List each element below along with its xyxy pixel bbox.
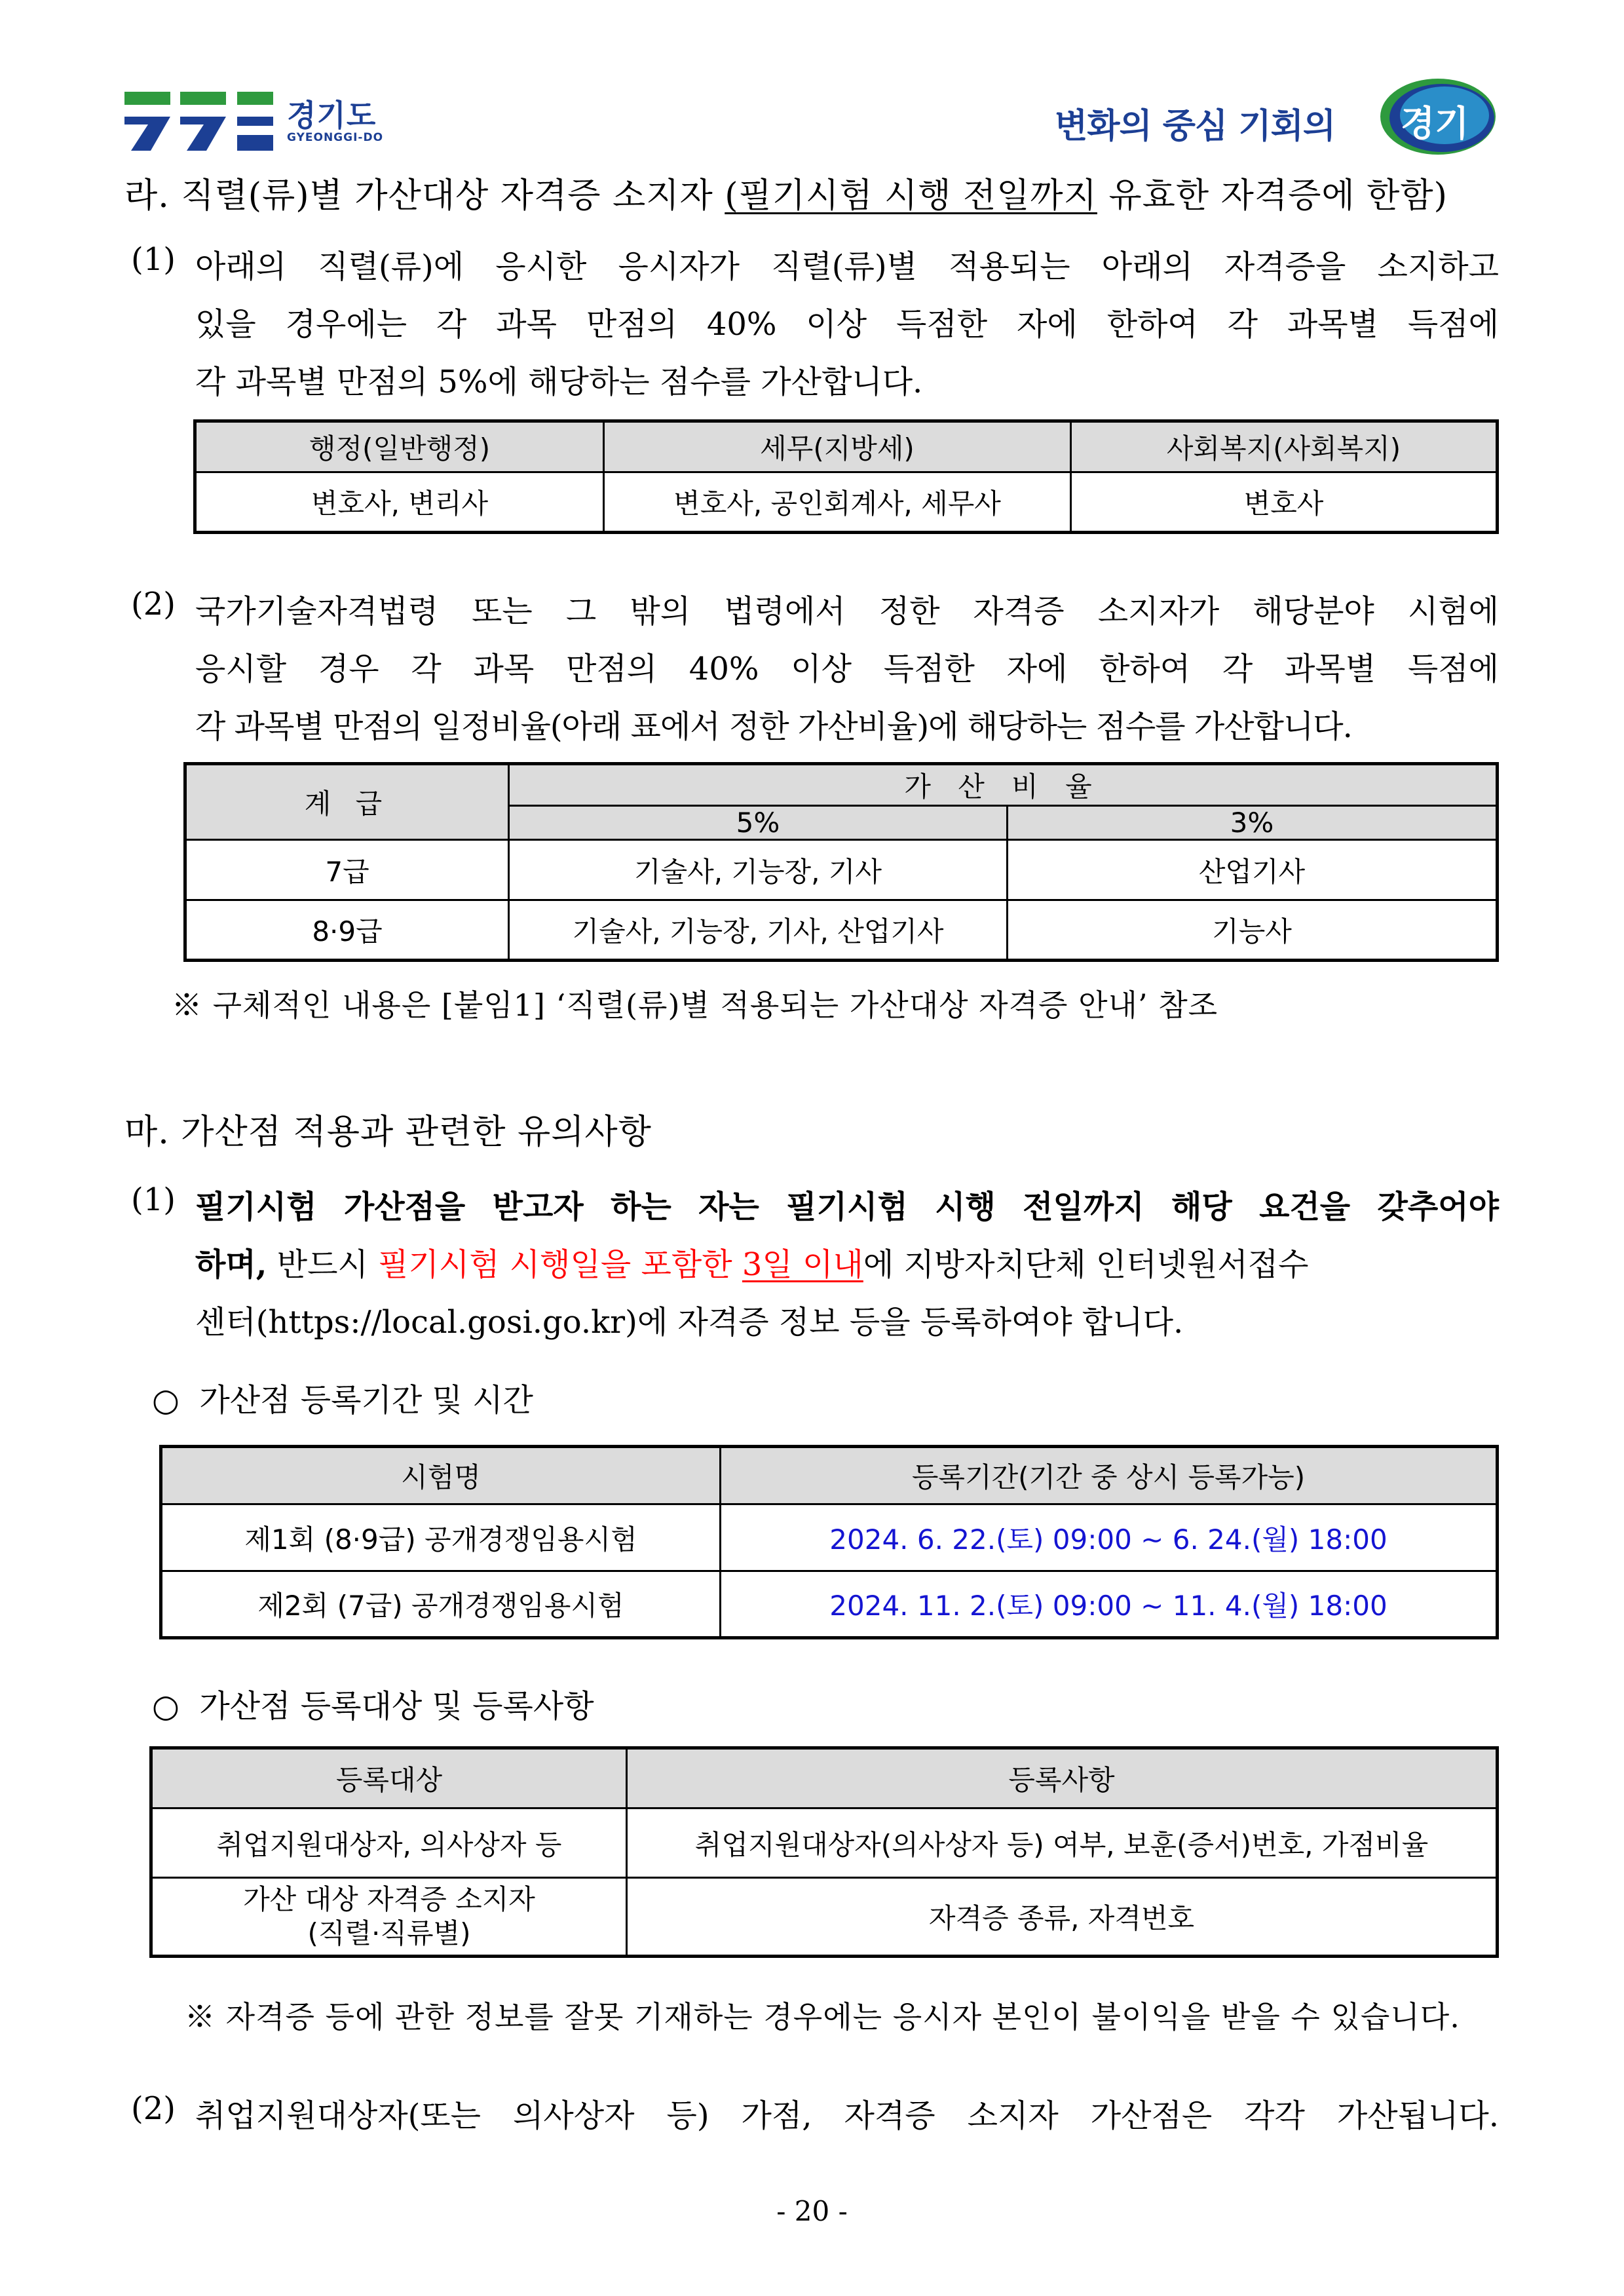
- table-row: [161, 1504, 1498, 1571]
- table-cell: 변호사: [1071, 472, 1498, 533]
- paragraph-line: 국가기술자격법령 또는 그 밖의 법령에서 정한 자격증 소지자가 해당분야 시험에: [195, 593, 1499, 630]
- table-header: 3%: [1008, 806, 1498, 840]
- table-cell: 2024. 11. 2.(토) 09:00 ∼ 11. 4.(월) 18:00: [721, 1571, 1498, 1638]
- table-header: 사회복지(사회복지): [1071, 421, 1498, 472]
- logo-korean-text: 경기도: [287, 98, 377, 133]
- table-cell: 변호사, 변리사: [195, 472, 604, 533]
- table-cell: 변호사, 공인회계사, 세무사: [604, 472, 1071, 533]
- bonus-ratio-table: [183, 762, 1499, 962]
- table-header: 행정(일반행정): [195, 421, 604, 472]
- registration-period-table: [159, 1445, 1499, 1639]
- item-number: (1): [131, 1181, 176, 1218]
- table-header: 5%: [509, 806, 1008, 840]
- circle-bullet-icon: ○: [152, 1382, 179, 1419]
- table-cell: 가산 대상 자격증 소지자 (직렬·직류별): [151, 1878, 627, 1957]
- page-number: - 20 -: [776, 2195, 848, 2227]
- gyeonggi-logo: [124, 92, 387, 151]
- section-ra-title: 라. 직렬(류)별 가산대상 자격증 소지자 (필기시험 시행 전일까지 유효한 자격증에 한함): [124, 176, 1448, 216]
- slogan-logo: [1055, 77, 1507, 156]
- subsection-title: ○ 가산점 등록기간 및 시간: [152, 1382, 533, 1419]
- table-cell: 산업기사: [1008, 840, 1498, 900]
- table-cell: 제1회 (8·9급) 공개경쟁임용시험: [161, 1504, 721, 1571]
- paragraph-line: 필기시험 가산점을 받고자 하는 자는 필기시험 시행 전일까지 해당 요건을 갖추어야: [195, 1189, 1499, 1225]
- table-cell: 자격증 종류, 자격번호: [627, 1878, 1498, 1957]
- paragraph-line: 각 과목별 만점의 5%에 해당하는 점수를 가산합니다.: [195, 364, 923, 400]
- table-cell: 취업지원대상자(의사상자 등) 여부, 보훈(증서)번호, 가점비율: [627, 1808, 1498, 1878]
- item-number: (2): [131, 586, 176, 622]
- table-row: [161, 1571, 1498, 1638]
- table-header: 시험명: [161, 1447, 721, 1504]
- table-row: [185, 900, 1498, 961]
- table-header: 등록대상: [151, 1748, 627, 1808]
- slogan-badge-text: 경기: [1401, 103, 1469, 144]
- registration-items-table: [149, 1746, 1499, 1958]
- paragraph-line: 취업지원대상자(또는 의사상자 등) 가점, 자격증 소지자 가산점은 각각 가산됩니다.: [195, 2097, 1499, 2134]
- table-cell: 제2회 (7급) 공개경쟁임용시험: [161, 1571, 721, 1638]
- table-header: 계 급: [185, 764, 509, 840]
- paragraph-line: 있을 경우에는 각 과목 만점의 40% 이상 득점한 자에 한하여 각 과목별 득점에: [195, 306, 1499, 343]
- table-header: 가 산 비 율: [509, 764, 1498, 806]
- table-header: 등록사항: [627, 1748, 1498, 1808]
- item-number: (1): [131, 241, 176, 278]
- paragraph-line: 하며, 반드시 필기시험 시행일을 포함한 3일 이내에 지방자치단체 인터넷원서접수: [195, 1246, 1309, 1283]
- logo-english-text: GYEONGGI-DO: [287, 131, 384, 144]
- table-row: [151, 1878, 1498, 1957]
- table-header: 세무(지방세): [604, 421, 1071, 472]
- item-number: (2): [131, 2090, 176, 2127]
- table-cell: 기능사: [1008, 900, 1498, 961]
- table-cell: 기술사, 기능장, 기사: [509, 840, 1008, 900]
- paragraph-line: 응시할 경우 각 과목 만점의 40% 이상 득점한 자에 한하여 각 과목별 득점에: [195, 651, 1499, 687]
- table-row: [185, 840, 1498, 900]
- table-cell: 8·9급: [185, 900, 509, 961]
- slogan-text: 변화의 중심 기회의: [1055, 107, 1336, 146]
- section-ma-title: 마. 가산점 적용과 관련한 유의사항: [124, 1113, 652, 1152]
- paragraph-line: 센터(https://local.gosi.go.kr)에 자격증 정보 등을 등록하여야 합니다.: [195, 1304, 1184, 1341]
- warning-note: ※ 자격증 등에 관한 정보를 잘못 기재하는 경우에는 응시자 본인이 불이익을 받을 수 있습니다.: [185, 1999, 1460, 2035]
- certificate-table-1: [193, 419, 1499, 534]
- table-row: [151, 1808, 1498, 1878]
- table-cell: 기술사, 기능장, 기사, 산업기사: [509, 900, 1008, 961]
- paragraph-line: 각 과목별 만점의 일정비율(아래 표에서 정한 가산비율)에 해당하는 점수를 가산합니다.: [195, 708, 1352, 745]
- table-cell: 7급: [185, 840, 509, 900]
- table-cell: 2024. 6. 22.(토) 09:00 ∼ 6. 24.(월) 18:00: [721, 1504, 1498, 1571]
- subsection-title: ○ 가산점 등록대상 및 등록사항: [152, 1688, 594, 1725]
- circle-bullet-icon: ○: [152, 1688, 179, 1725]
- gyeonggi-emblem-icon: [124, 92, 282, 151]
- table-cell: 취업지원대상자, 의사상자 등: [151, 1808, 627, 1878]
- table-header: 등록기간(기간 중 상시 등록가능): [721, 1447, 1498, 1504]
- reference-note: ※ 구체적인 내용은 [붙임1] ‘직렬(류)별 적용되는 가산대상 자격증 안내’ 참조: [172, 987, 1218, 1023]
- paragraph-line: 아래의 직렬(류)에 응시한 응시자가 직렬(류)별 적용되는 아래의 자격증을 소지하고: [195, 248, 1499, 285]
